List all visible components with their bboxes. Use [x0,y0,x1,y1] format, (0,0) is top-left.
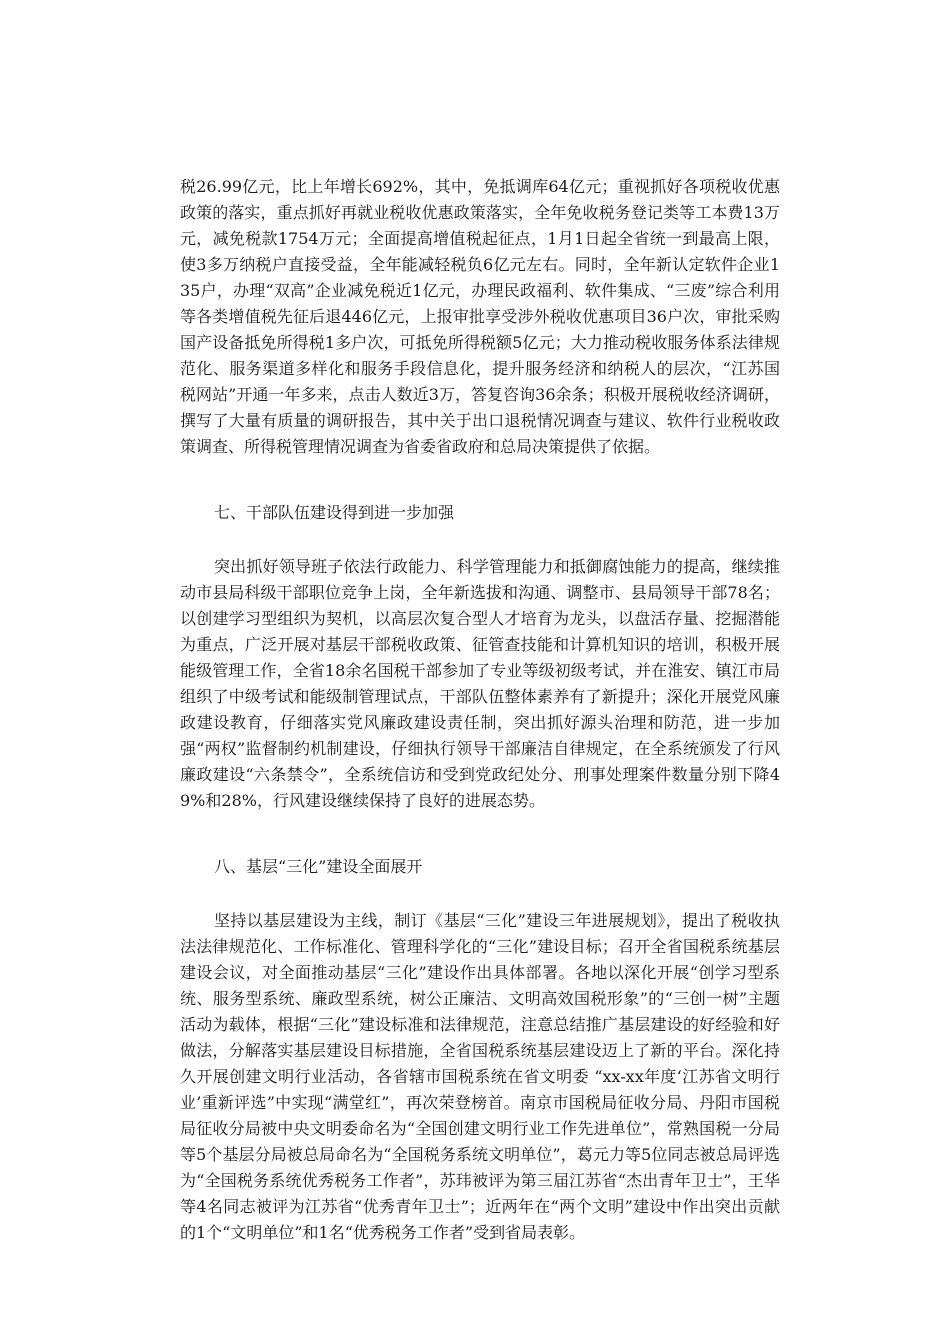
paragraph-cadre-team: 突出抓好领导班子依法行政能力、科学管理能力和抵御腐蚀能力的提高，继续推动市县局科级干部职位竞争上岗，全年新选拔和沟通、调整市、县局领导干部78名；以创建学习型组织为契机，以高层次复合型人才培育为龙头，以盘活存量、挖掘潜能为重点，广泛开展对基层干部税收政策、征管查技能和计算机知识的培训，积极开展能级管理工作，全省18余名国税干部参加了专业等级初级考试，并在淮安、镇江市局组织了中级考试和能级制管理试点，干部队伍整体素养有了新提升；深化开展党风廉政建设教育，仔细落实党风廉政建设责任制，突出抓好源头治理和防范，进一步加强“两权”监督制约机制建设，仔细执行领导干部廉洁自律规定，在全系统颁发了行风廉政建设“六条禁令”，全系统信访和受到党政纪处分、刑事处理案件数量分别下降49%和28%，行风建设继续保持了良好的进展态势。 [180,557,780,810]
section-heading-8: 八、基层“三化”建设全面展开 [214,857,423,876]
paragraph-tax-policy: 税26.99亿元，比上年增长692%，其中，免抵调库64亿元；重视抓好各项税收优惠政策的落实，重点抓好再就业税收优惠政策落实，全年免收税务登记类等工本费13万元，减免税款1754万元；全面提高增值税起征点，1月1日起全省统一到最高上限，使3多万纳税户直接受益，全年能减轻税负6亿元左右。同时，全年新认定软件企业135户，办理“双高”企业减免税近1亿元，办理民政福利、软件集成、“三废”综合利用等各类增值税先征后退446亿元，上报审批享受涉外税收优惠项目36户次，审批采购国产设备抵免所得税1多户次，可抵免所得税额5亿元；大力推动税收服务体系法律规范化、服务渠道多样化和服务手段信息化，提升服务经济和纳税人的层次，“江苏国税网站”开通一年多来，点击人数近3万，答复咨询36余条；积极开展税收经济调研，撰写了大量有质量的调研报告，其中关于出口退税情况调查与建议、软件行业税收政策调查、所得税管理情况调查为省委省政府和总局决策提供了依据。 [180,177,780,456]
section-heading-7: 七、干部队伍建设得到进一步加强 [214,503,455,522]
document-page [180,174,780,1246]
paragraph-grassroots: 坚持以基层建设为主线，制订《基层“三化”建设三年进展规划》，提出了税收执法法律规范化、工作标准化、管理科学化的“三化”建设目标；召开全省国税系统基层建设会议，对全面推动基层“三化”建设作出具体部署。各地以深化开展“创学习型系统、服务型系统、廉政型系统，树公正廉洁、文明高效国税形象”的“三创一树”主题活动为载体，根据“三化”建设标准和法律规范，注意总结推广基层建设的好经验和好做法，分解落实基层建设目标措施，全省国税系统基层建设迈上了新的平台。深化持久开展创建文明行业活动，各省辖市国税系统在省文明委 “xx-xx年度‘江苏省文明行业’重新评选”中实现“满堂红”，再次荣登榜首。南京市国税局征收分局、丹阳市国税局征收分局被中央文明委命名为“全国创建文明行业工作先进单位”，常熟国税一分局等5个基层分局被总局命名为“全国税务系统文明单位”，葛元力等5位同志被总局评选为“全国税务系统优秀税务工作者”，苏玮被评为第三届江苏省“杰出青年卫士”，王华等4名同志被评为江苏省“优秀青年卫士”；近两年在“两个文明”建设中作出突出贡献的1个“文明单位”和1名“优秀税务工作者”受到省局表彰。 [180,911,780,1242]
